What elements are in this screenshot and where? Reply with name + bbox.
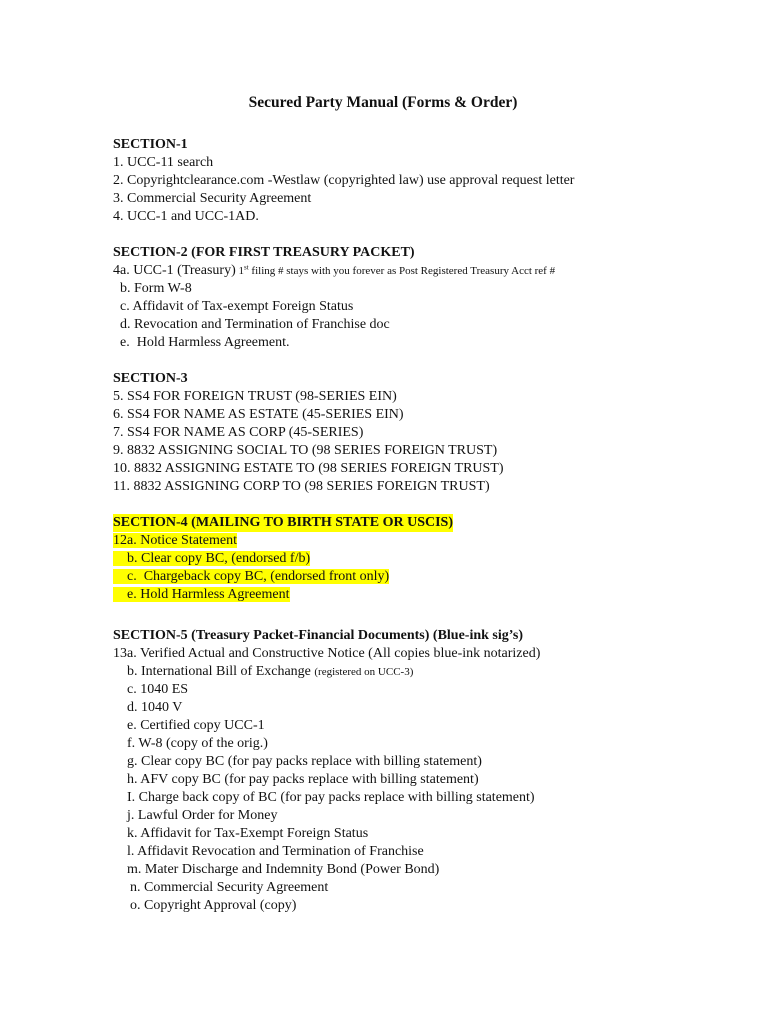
- list-item: c. 1040 ES: [127, 682, 189, 697]
- section-2-heading: SECTION-2 (FOR FIRST TREASURY PACKET): [113, 245, 415, 260]
- document-title: Secured Party Manual (Forms & Order): [248, 94, 518, 111]
- item-4a-note-sup: st: [244, 263, 249, 272]
- section-3: [113, 369, 673, 496]
- list-item: j. Lawful Order for Money: [127, 808, 278, 823]
- section-4: [113, 513, 673, 604]
- list-item: I. Charge back copy of BC (for pay packs replace with billing statement): [127, 790, 535, 805]
- list-item: 13a. Verified Actual and Constructive Notice (All copies blue-ink notarized): [113, 646, 541, 661]
- section-5: [113, 626, 673, 915]
- list-item: 10. 8832 ASSIGNING ESTATE TO (98 SERIES FOREIGN TRUST): [113, 461, 504, 476]
- list-item: f. W-8 (copy of the orig.): [127, 736, 268, 751]
- list-item: o. Copyright Approval (copy): [130, 898, 297, 913]
- list-item: n. Commercial Security Agreement: [130, 880, 329, 895]
- list-item: 3. Commercial Security Agreement: [113, 191, 312, 206]
- list-item: [113, 663, 673, 681]
- list-item-indent-pad: [113, 587, 127, 602]
- item-4a-label: 4a. UCC-1 (Treasury): [113, 263, 236, 278]
- list-item: 11. 8832 ASSIGNING CORP TO (98 SERIES FOREIGN TRUST): [113, 479, 490, 494]
- list-item: 2. Copyrightclearance.com -Westlaw (copyrighted law) use approval request letter: [113, 173, 575, 188]
- list-item: 12a. Notice Statement: [113, 533, 238, 548]
- list-item: e. Hold Harmless Agreement.: [120, 335, 290, 350]
- list-item: b. Form W-8: [120, 281, 192, 296]
- list-item-4a: [113, 262, 673, 280]
- item-4a-note: [236, 265, 555, 277]
- list-item: d. Revocation and Termination of Franchise doc: [120, 317, 390, 332]
- list-item: m. Mater Discharge and Indemnity Bond (Power Bond): [127, 862, 440, 877]
- list-item: 6. SS4 FOR NAME AS ESTATE (45-SERIES EIN): [113, 407, 404, 422]
- list-item: b. Clear copy BC, (endorsed f/b): [127, 551, 311, 566]
- list-item: 5. SS4 FOR FOREIGN TRUST (98-SERIES EIN): [113, 389, 397, 404]
- section-1-heading: SECTION-1: [113, 137, 188, 152]
- bill-item-label: b. International Bill of Exchange: [127, 664, 315, 679]
- list-item: d. 1040 V: [127, 700, 183, 715]
- list-item-indent-pad: [113, 569, 127, 584]
- list-item: l. Affidavit Revocation and Termination of Franchise: [127, 844, 424, 859]
- list-item: 7. SS4 FOR NAME AS CORP (45-SERIES): [113, 425, 364, 440]
- bill-item-note: (registered on UCC-3): [314, 666, 414, 678]
- item-4a-note-prefix: 1: [235, 265, 244, 277]
- list-item: g. Clear copy BC (for pay packs replace with billing statement): [127, 754, 482, 769]
- section-5-heading: SECTION-5 (Treasury Packet-Financial Documents) (Blue-ink sig’s): [113, 628, 524, 643]
- section-3-heading: SECTION-3: [113, 371, 188, 386]
- list-item: c. Chargeback copy BC, (endorsed front only): [127, 569, 390, 584]
- item-4a-note-rest: filing # stays with you forever as Post Registered Treasury Acct ref #: [248, 265, 556, 277]
- list-item-indent-pad: [113, 551, 127, 566]
- list-item: c. Affidavit of Tax-exempt Foreign Status: [120, 299, 354, 314]
- list-item: e. Certified copy UCC-1: [127, 718, 265, 733]
- list-item: e. Hold Harmless Agreement: [127, 587, 290, 602]
- list-item: h. AFV copy BC (for pay packs replace with billing statement): [127, 772, 479, 787]
- section-4-heading: SECTION-4 (MAILING TO BIRTH STATE OR USCIS): [113, 515, 453, 530]
- list-item: k. Affidavit for Tax-Exempt Foreign Status: [127, 826, 369, 841]
- list-item: 9. 8832 ASSIGNING SOCIAL TO (98 SERIES FOREIGN TRUST): [113, 443, 498, 458]
- list-item: 4. UCC-1 and UCC-1AD.: [113, 209, 259, 224]
- section-2: [113, 243, 673, 352]
- list-item: 1. UCC-11 search: [113, 155, 214, 170]
- document-page: [113, 93, 673, 932]
- section-1: [113, 135, 673, 226]
